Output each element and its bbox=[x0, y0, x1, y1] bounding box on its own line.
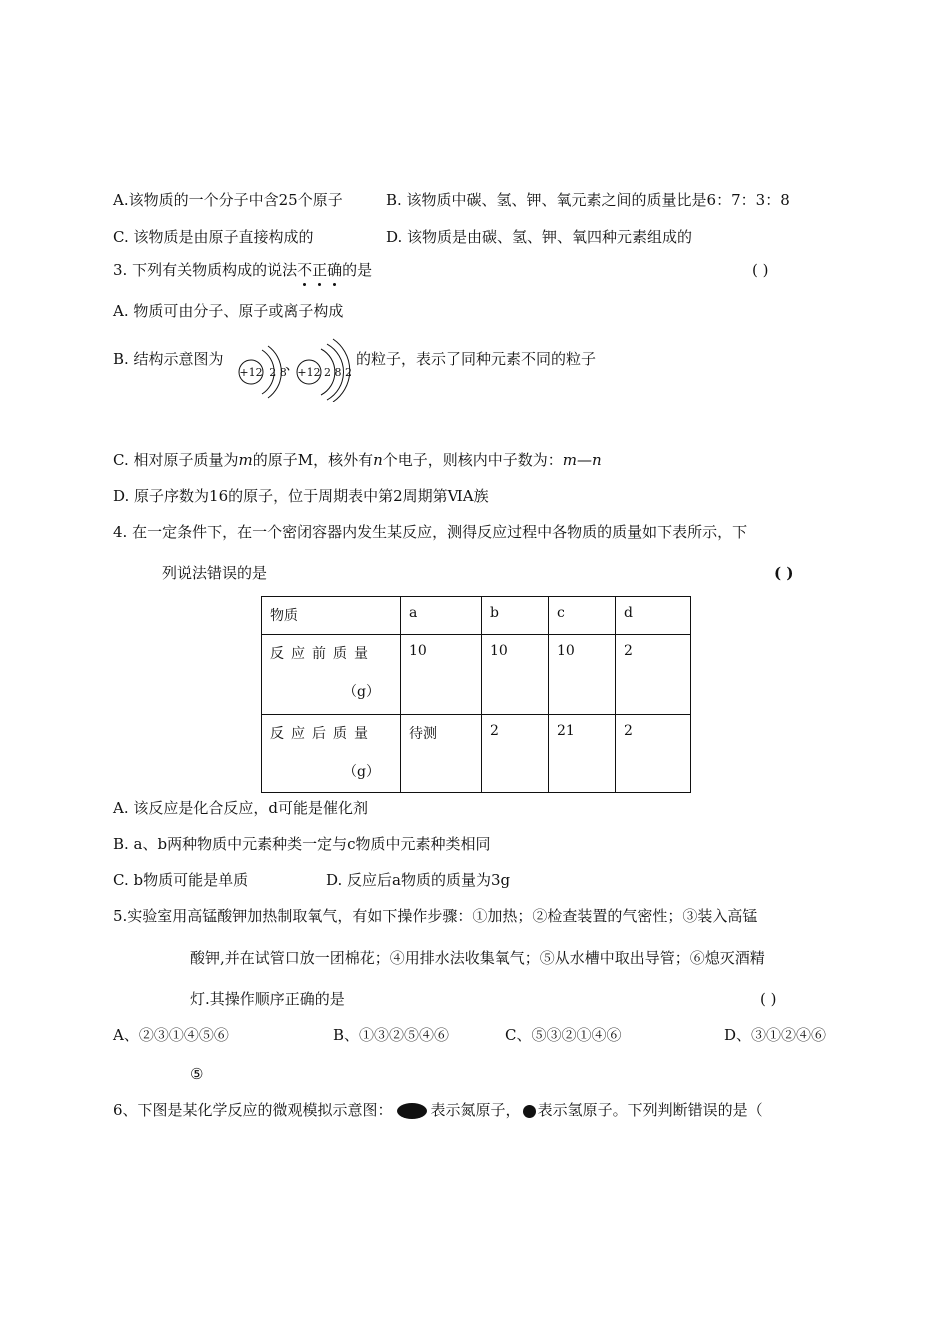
electron-counts: 2 8 bbox=[269, 366, 287, 379]
table-header-cell: c bbox=[549, 597, 616, 635]
q4-option-c: C. b物质可能是单质 bbox=[113, 871, 249, 889]
table-cell: 10 bbox=[549, 635, 616, 715]
atom-structure-diagram-2 bbox=[292, 334, 354, 402]
row-label: 反应后质量 bbox=[270, 726, 375, 742]
q3-stem-post: 的是 bbox=[342, 261, 373, 279]
table-cell: 21 bbox=[549, 715, 616, 793]
q5-option-a: A、②③①④⑤⑥ bbox=[113, 1026, 229, 1044]
q3-option-a: A. 物质可由分子、原子或离子构成 bbox=[113, 302, 344, 320]
q4-stem-line-2: 列说法错误的是 bbox=[162, 564, 268, 582]
table-header-cell: d bbox=[616, 597, 691, 635]
row-label-cell bbox=[262, 715, 401, 793]
row-label: 反应前质量 bbox=[270, 646, 375, 662]
q2-option-d: D. 该物质是由碳、氢、钾、氧四种元素组成的 bbox=[386, 228, 693, 246]
nitrogen-atom-icon bbox=[397, 1103, 427, 1119]
q2-option-a: A.该物质的一个分子中含25个原子 bbox=[113, 191, 343, 209]
atom-structure-diagram-1 bbox=[232, 338, 292, 400]
q5-stem-line-1: 5.实验室用高锰酸钾加热制取氧气，有如下操作步骤：①加热；②检查装置的气密性；③装入高锰 bbox=[113, 907, 758, 925]
table-cell: 待测 bbox=[401, 715, 482, 793]
table-header-row bbox=[262, 597, 691, 635]
variable-m: m bbox=[238, 451, 253, 469]
table-header-cell: b bbox=[482, 597, 549, 635]
q3-emphasis-char-1: 不 bbox=[297, 261, 313, 279]
table-header-cell: 物质 bbox=[262, 597, 401, 635]
q3-option-c-mid1: 的原子M，核外有 bbox=[252, 451, 374, 469]
electron-counts: 2 8 2 bbox=[324, 366, 352, 379]
q4-answer-bracket: ( ) bbox=[774, 564, 794, 582]
q4-stem-line-1: 4. 在一定条件下，在一个密闭容器内发生某反应，测得反应过程中各物质的质量如下表所示，下 bbox=[113, 523, 748, 541]
table-cell: 2 bbox=[616, 715, 691, 793]
row-unit: （g） bbox=[343, 764, 380, 780]
q5-option-d-wrap: ⑤ bbox=[190, 1065, 204, 1083]
q2-option-c: C. 该物质是由原子直接构成的 bbox=[113, 228, 314, 246]
q6-stem-post: 表示氢原子。下列判断错误的是（ bbox=[537, 1101, 763, 1119]
table-cell: 2 bbox=[616, 635, 691, 715]
q5-stem-line-2: 酸钾,并在试管口放一团棉花；④用排水法收集氧气；⑤从水槽中取出导管；⑥熄灭酒精 bbox=[190, 949, 765, 967]
table-header-cell: a bbox=[401, 597, 482, 635]
row-unit: （g） bbox=[343, 684, 380, 700]
table-row bbox=[262, 715, 691, 793]
q3-emphasis-char-2: 正 bbox=[312, 261, 328, 279]
q5-option-b: B、①③②⑤④⑥ bbox=[333, 1026, 450, 1044]
q5-option-c: C、⑤③②①④⑥ bbox=[505, 1026, 622, 1044]
q6-stem-pre: 6、下图是某化学反应的微观模拟示意图： bbox=[113, 1101, 393, 1119]
q3-stem-pre: 3. 下列有关物质构成的说法 bbox=[113, 261, 298, 279]
row-label-cell bbox=[262, 635, 401, 715]
q3-emphasis-char-3: 确 bbox=[327, 261, 343, 279]
nucleus-charge: +12 bbox=[297, 366, 321, 379]
table-cell: 2 bbox=[482, 715, 549, 793]
table-cell: 10 bbox=[401, 635, 482, 715]
q4-mass-table bbox=[261, 596, 691, 793]
q6-stem-mid: 表示氮原子， bbox=[430, 1101, 521, 1119]
table-row bbox=[262, 635, 691, 715]
q3-option-b-separator: 、 bbox=[285, 355, 301, 373]
q3-answer-bracket: ( ) bbox=[752, 261, 769, 279]
q5-option-d: D、③①②④⑥ bbox=[724, 1026, 827, 1044]
q4-option-b: B. a、b两种物质中元素种类一定与c物质中元素种类相同 bbox=[113, 835, 491, 853]
q3-option-c-mid2: 个电子，则核内中子数为： bbox=[382, 451, 563, 469]
q3-option-c bbox=[113, 450, 602, 470]
q6-stem bbox=[113, 1100, 763, 1120]
q5-answer-bracket: ( ) bbox=[760, 990, 777, 1008]
q3-stem bbox=[113, 260, 372, 280]
q4-option-a: A. 该反应是化合反应，d可能是催化剂 bbox=[113, 799, 368, 817]
q3-option-d: D. 原子序数为16的原子，位于周期表中第2周期第ⅥA族 bbox=[113, 487, 489, 505]
q3-option-b-suffix: 的粒子，表示了同种元素不同的粒子 bbox=[356, 350, 597, 368]
q4-option-d: D. 反应后a物质的质量为3g bbox=[326, 871, 511, 889]
q2-option-b: B. 该物质中碳、氢、钾、氧元素之间的质量比是6：7：3：8 bbox=[386, 191, 790, 209]
variable-n: n bbox=[373, 451, 383, 469]
table-cell: 10 bbox=[482, 635, 549, 715]
hydrogen-atom-icon bbox=[523, 1105, 536, 1118]
q3-option-c-prefix: C. 相对原子质量为 bbox=[113, 451, 239, 469]
q3-option-c-expression: m—n bbox=[562, 451, 602, 469]
nucleus-charge: +12 bbox=[239, 366, 263, 379]
q5-stem-line-3: 灯.其操作顺序正确的是 bbox=[190, 990, 345, 1008]
q3-option-b-prefix: B. 结构示意图为 bbox=[113, 350, 224, 368]
